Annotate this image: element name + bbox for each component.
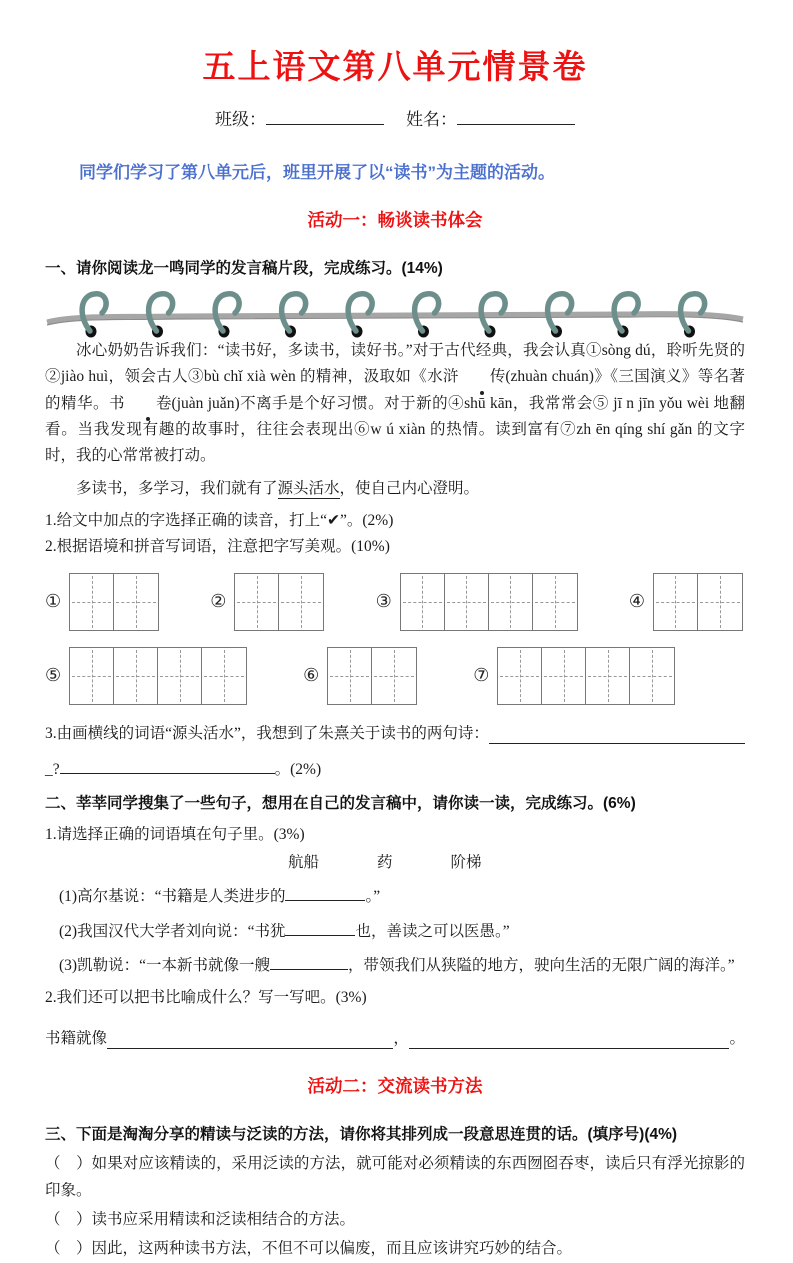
grid-cell: [698, 574, 742, 630]
grid-group: [473, 647, 675, 705]
simile-line: [45, 1026, 745, 1052]
order-item: （ ）如果对应该精读的，采用泛读的方法，就可能对必须精读的东西囫囵吞枣，读后只有浮光掠影的印象。: [45, 1155, 745, 1199]
question-3-score: 。(2%): [274, 761, 322, 779]
sentence-text: 。”: [365, 888, 381, 906]
spiral-binding: [45, 286, 745, 338]
passage-paragraph-2: [45, 476, 745, 502]
intro-text: 同学们学习了第八单元后，班里开展了以“读书”为主题的活动。: [79, 162, 555, 182]
question-2-text: 2.根据语境和拼音写词语，注意把字写美观。(10%): [45, 538, 390, 556]
binder-ring: [215, 294, 239, 331]
grid-cell: [489, 574, 533, 630]
sentence-text: (1)高尔基说：“书籍是人类进步的: [59, 888, 286, 906]
grid-label: ⑥: [303, 665, 320, 686]
class-blank: [266, 110, 384, 125]
grid-label: ①: [45, 591, 62, 612]
grid-cell: [542, 648, 586, 704]
sentence-text: ，带领我们从狭隘的地方，驶向生活的无限广阔的海洋。”: [347, 957, 735, 975]
answer-blank: [60, 759, 275, 774]
grid-cell: [202, 648, 246, 704]
name-label: 姓名：: [406, 110, 457, 130]
underlined-term: 源头活水: [277, 479, 340, 497]
sentence-text: (3)凯勒说：“一本新书就像一艘: [59, 957, 270, 975]
grid-cell: [630, 648, 674, 704]
grid-group: [629, 573, 743, 631]
question-3-continuation: _?: [45, 761, 60, 779]
simile-text: 书籍就像: [45, 1029, 108, 1047]
grid-label: ④: [628, 591, 645, 612]
grid-cell: [533, 574, 577, 630]
binder-ring: [282, 294, 306, 331]
sentence-text: 也，善读之可以医愚。”: [355, 922, 510, 940]
question-3-text: 3.由画横线的词语“源头活水”，我想到了朱熹关于读书的两句诗：: [45, 724, 489, 742]
grid-cell: [114, 574, 158, 630]
page-title: 五上语文第八单元情景卷: [202, 50, 588, 86]
question-1-text: 1.给文中加点的字选择正确的读音，打上“✔”。(2%): [45, 512, 394, 530]
section3-title: 三、下面是淘淘分享的精读与泛读的方法，请你将其排列成一段意思连贯的话。(填序号)(4%): [45, 1125, 678, 1143]
answer-blank: [489, 729, 745, 744]
question-3-line2: [45, 757, 745, 783]
grid-group: [303, 647, 417, 705]
grid-label: ⑤: [45, 665, 62, 686]
passage-text: (zhuàn chuán)》《三国演义》等名著的精华。书: [45, 368, 745, 412]
sentence-text: (2)我国汉代大学者刘向说：“书犹: [59, 922, 286, 940]
class-name-row: [45, 106, 745, 135]
grid-group: [45, 647, 247, 705]
grid-label: ②: [210, 591, 227, 612]
dotted-char: 传: [459, 364, 506, 390]
writing-grid: [653, 573, 743, 631]
answer-blank: [285, 921, 355, 936]
binder-ring: [82, 294, 106, 331]
grid-cell: [70, 648, 114, 704]
binder-ring: [149, 294, 173, 331]
section2-question-2: 2.我们还可以把书比喻成什么？写一写吧。(3%): [45, 989, 367, 1007]
writing-grid: [497, 647, 675, 705]
grid-label: ⑦: [473, 665, 490, 686]
word-bank-item: 药: [377, 854, 393, 872]
grid-label: ③: [375, 591, 392, 612]
grid-cell: [328, 648, 372, 704]
section1-title: 一、请你阅读龙一鸣同学的发言稿片段，完成练习。(14%): [45, 259, 443, 277]
section2-question-1: 1.请选择正确的词语填在句子里。(3%): [45, 825, 305, 843]
answer-blank: [409, 1034, 730, 1049]
activity1-heading: 活动一：畅谈读书体会: [307, 209, 483, 230]
sentence-item-2: [59, 919, 745, 945]
passage-text: ，使自己内心澄明。: [339, 479, 480, 497]
passage-paragraph-1: [45, 338, 745, 470]
passage-text: 多读书，多学习，我们就有了: [76, 479, 278, 497]
question-3-line1: [45, 721, 745, 747]
grid-cell: [498, 648, 542, 704]
answer-blank: [270, 955, 348, 970]
simile-period: 。: [729, 1029, 745, 1047]
grid-cell: [372, 648, 416, 704]
passage-text: 冰心奶奶告诉我们：“读书好，多读书，读好书。”对于古代经典，我会认真①sòng dú，聆听先贤的②jiào huì，领会古人③bù chǐ xià wèn 的精神，汲取如《水浒: [45, 341, 745, 386]
passage-text: (juàn juǎn)不离手是个好习惯。对于新的④shū kān，我常常会⑤ jī n jīn yǒu wèi 地翻看。当我发现有趣的故事时，往往会表现出⑥w ú xiàn 的热情。读到富有⑦zh ēn qíng shí gǎn 的文字时，我的心常常被打动。: [45, 394, 745, 465]
activity2-heading: 活动二：交流读书方法: [307, 1076, 483, 1097]
order-item: （ ）因此，这两种读书方法，不但不可以偏废，而且应该讲究巧妙的结合。: [45, 1240, 573, 1258]
grid-cell: [158, 648, 202, 704]
dotted-char: 卷: [125, 391, 172, 417]
answer-blank: [285, 886, 365, 901]
writing-grid-row1: [45, 573, 745, 631]
grid-cell: [401, 574, 445, 630]
grid-cell: [70, 574, 114, 630]
sentence-item-3: [59, 953, 745, 979]
writing-grid: [400, 573, 578, 631]
grid-cell: [654, 574, 698, 630]
grid-group: [376, 573, 578, 631]
grid-cell: [235, 574, 279, 630]
order-item: （ ）读书应采用精读和泛读相结合的方法。: [45, 1210, 356, 1228]
sentence-item-1: [59, 884, 745, 910]
writing-grid: [234, 573, 324, 631]
grid-cell: [445, 574, 489, 630]
grid-group: [45, 573, 159, 631]
writing-grid: [69, 573, 159, 631]
word-bank-item: 航船: [288, 854, 320, 872]
section2-title: 二、莘莘同学搜集了一些句子，想用在自己的发言稿中，请你读一读，完成练习。(6%): [45, 795, 636, 813]
writing-grid: [69, 647, 247, 705]
answer-blank: [107, 1034, 393, 1049]
writing-grid-row2: [45, 647, 745, 705]
grid-group: [210, 573, 324, 631]
grid-cell: [586, 648, 630, 704]
class-label: 班级：: [215, 110, 266, 130]
binder-ring: [348, 294, 372, 331]
writing-grid: [327, 647, 417, 705]
grid-cell: [279, 574, 323, 630]
simile-comma: ，: [393, 1029, 409, 1047]
grid-cell: [114, 648, 158, 704]
word-bank-item: 阶梯: [450, 854, 482, 872]
word-bank: [45, 850, 745, 876]
name-blank: [457, 110, 575, 125]
